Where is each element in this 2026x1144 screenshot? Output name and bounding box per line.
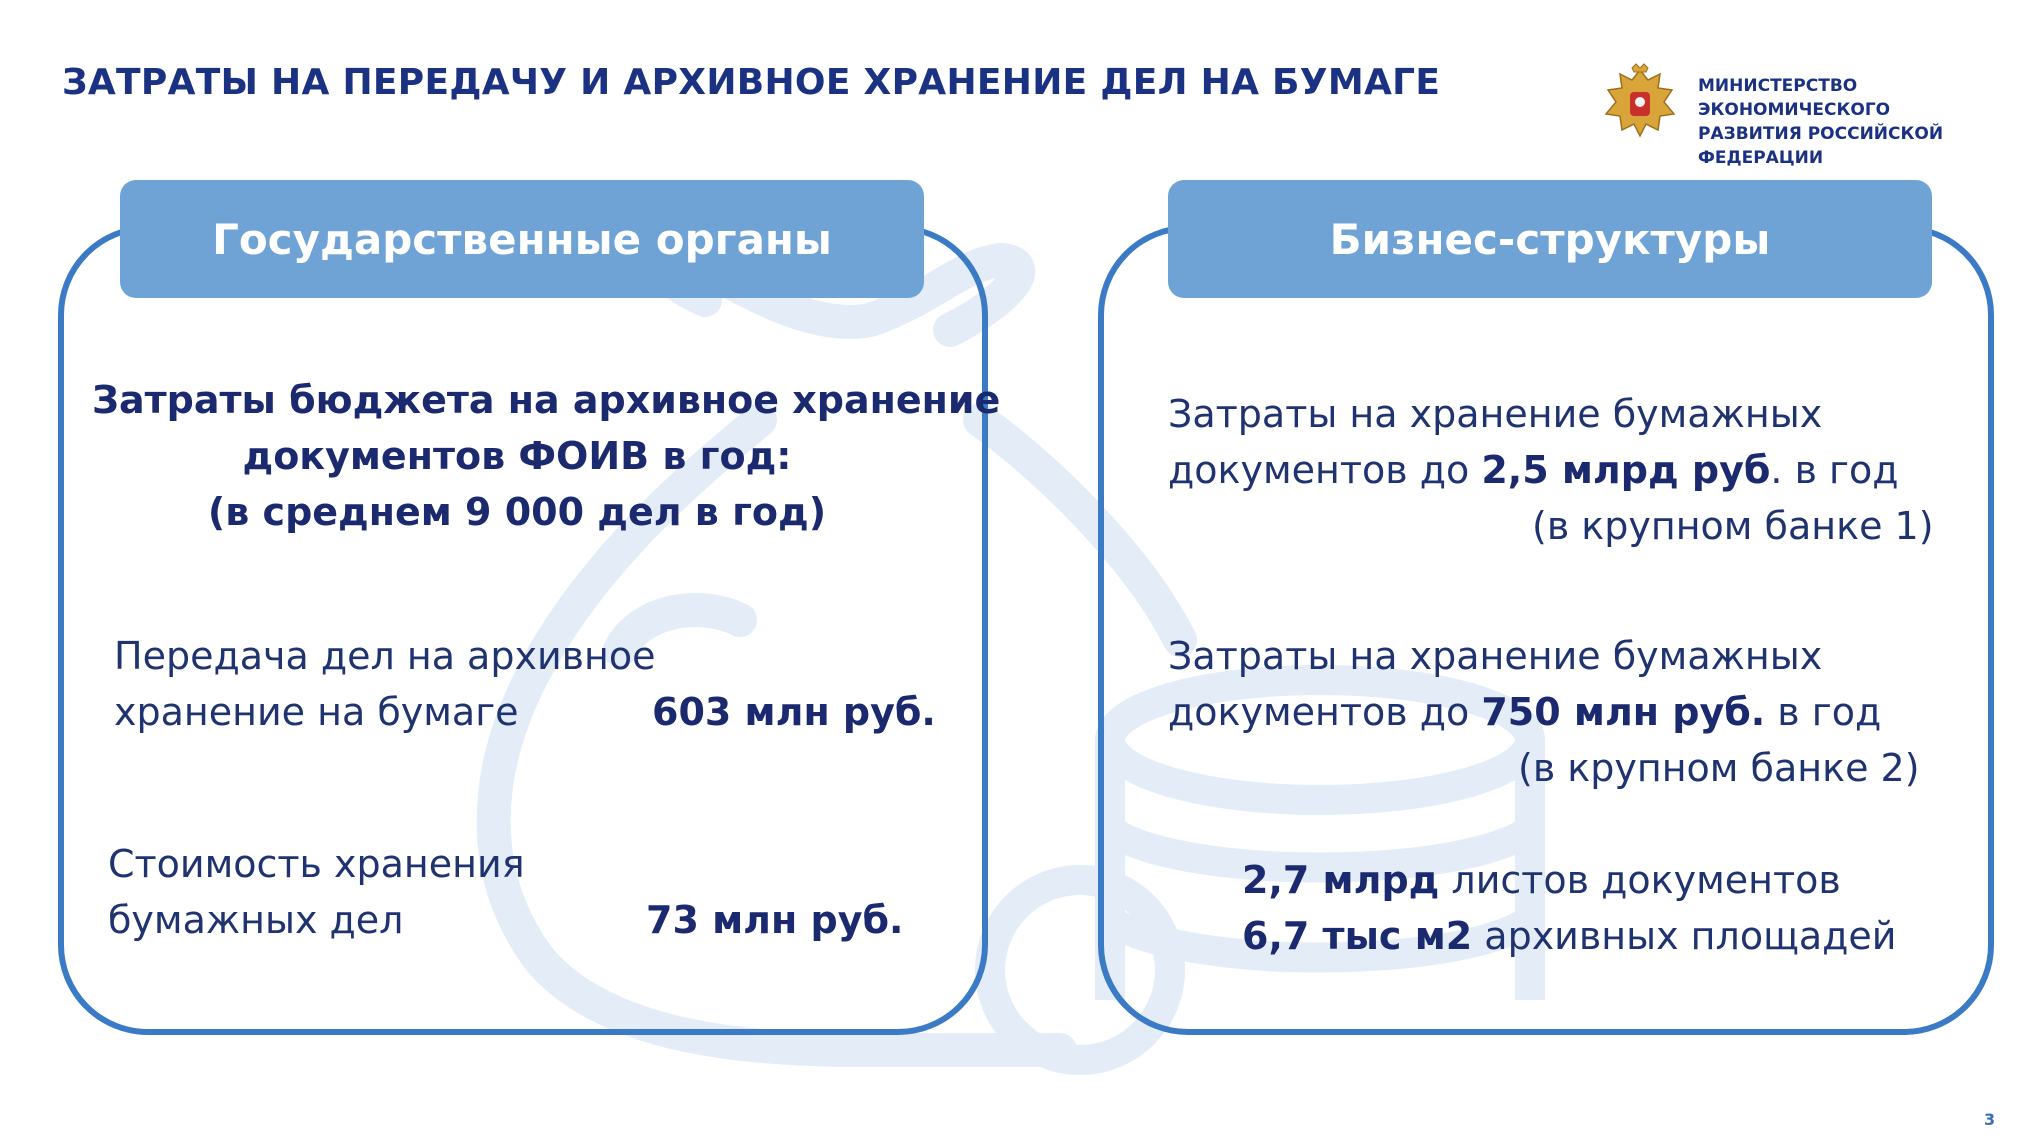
- budget-cost-line1: Затраты бюджета на архивное хранение: [92, 378, 1001, 422]
- government-panel-header: Государственные органы: [120, 180, 924, 298]
- bank1-suffix: . в год: [1770, 448, 1899, 492]
- bank2-note: (в крупном банке 2): [1518, 746, 1920, 790]
- bank2-value: 750 млн руб.: [1481, 690, 1766, 734]
- sheets-fact: [1242, 852, 1841, 908]
- page-number: 3: [1984, 1110, 1996, 1129]
- bank2-line1: Затраты на хранение бумажных: [1168, 634, 1823, 678]
- area-value: 6,7 тыс м2: [1242, 914, 1473, 958]
- bank1-line1: Затраты на хранение бумажных: [1168, 392, 1823, 436]
- area-fact: [1242, 908, 1897, 964]
- coat-of-arms-icon: [1602, 62, 1678, 142]
- slide-title: ЗАТРАТЫ НА ПЕРЕДАЧУ И АРХИВНОЕ ХРАНЕНИЕ ДЕЛ НА БУМАГЕ: [62, 62, 1441, 103]
- bank1-note: (в крупном банке 1): [1532, 504, 1934, 548]
- bank1-prefix: документов до: [1168, 448, 1482, 492]
- bank2-suffix: в год: [1765, 690, 1882, 734]
- bank2-prefix: документов до: [1168, 690, 1482, 734]
- storage-value: 73 млн руб.: [646, 898, 904, 942]
- transfer-label-line1: Передача дел на архивное: [114, 634, 656, 678]
- storage-label-line1: Стоимость хранения: [108, 842, 525, 886]
- ministry-logo: [1602, 62, 2012, 168]
- budget-cost-line2: документов ФОИВ в год:: [242, 434, 792, 478]
- area-text: архивных площадей: [1472, 914, 1897, 958]
- transfer-label-line2: хранение на бумаге: [114, 690, 519, 734]
- ministry-name-line2: РАЗВИТИЯ РОССИЙСКОЙ ФЕДЕРАЦИИ: [1698, 124, 1944, 168]
- budget-cost-line3: (в среднем 9 000 дел в год): [207, 490, 827, 534]
- transfer-value: 603 млн руб.: [652, 690, 936, 734]
- bank2-line2: [1168, 684, 1881, 740]
- ministry-name-line1: МИНИСТЕРСТВО ЭКОНОМИЧЕСКОГО: [1698, 76, 1891, 120]
- business-panel-header: Бизнес-структуры: [1168, 180, 1932, 298]
- bank1-value: 2,5 млрд руб: [1481, 448, 1771, 492]
- storage-label-line2: бумажных дел: [108, 898, 404, 942]
- sheets-text: листов документов: [1439, 858, 1841, 902]
- bank1-line2: [1168, 442, 1899, 498]
- sheets-value: 2,7 млрд: [1242, 858, 1440, 902]
